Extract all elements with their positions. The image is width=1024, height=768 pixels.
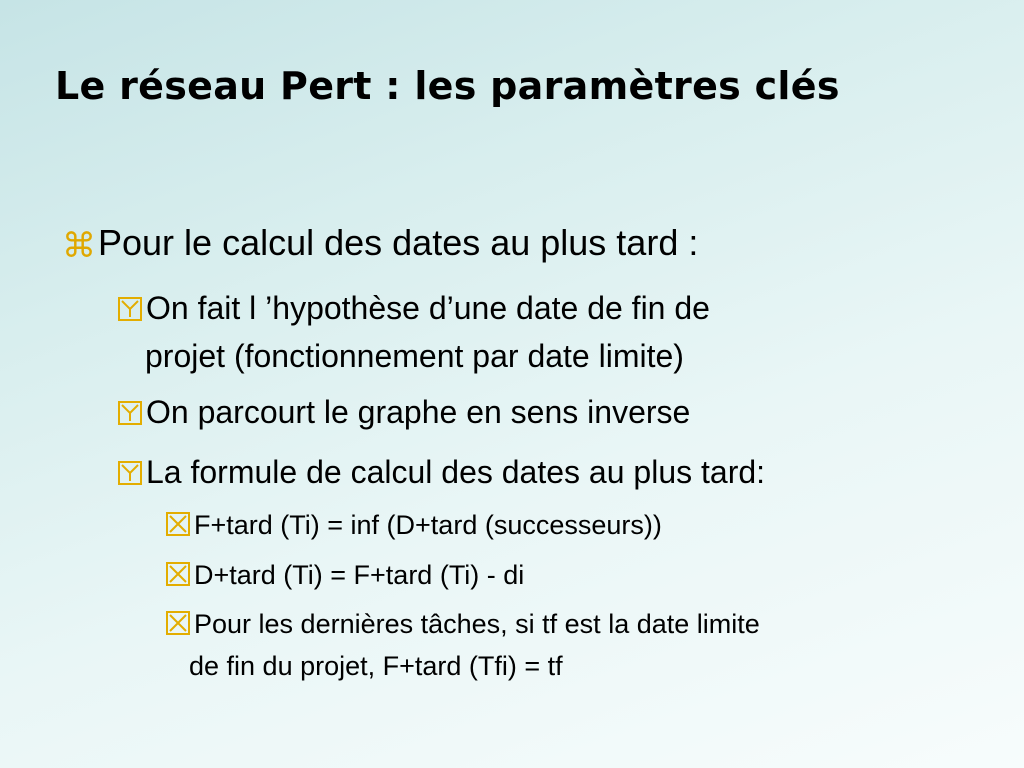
checkbox-x-icon [166, 512, 190, 536]
bullet-item-level2 [118, 454, 765, 491]
bullet-text: On parcourt le graphe en sens inverse [146, 394, 691, 430]
bullet-text-continuation: projet (fonctionnement par date limite) [145, 338, 684, 374]
checkbox-y-icon [118, 461, 142, 485]
bullet-text: D+tard (Ti) = F+tard (Ti) - di [194, 560, 525, 590]
command-icon: ⌘ [62, 226, 96, 266]
slide-title: Le réseau Pert : les paramètres clés [55, 64, 840, 108]
checkbox-y-icon [118, 401, 142, 425]
bullet-text: La formule de calcul des dates au plus tard: [146, 454, 766, 490]
bullet-item-level3 [166, 609, 760, 640]
checkbox-y-icon [118, 297, 142, 321]
bullet-item-level2 [118, 290, 710, 327]
bullet-item-level3 [166, 560, 524, 591]
bullet-item-level2 [118, 394, 690, 431]
checkbox-x-icon [166, 611, 190, 635]
bullet-item-level3 [166, 510, 662, 541]
checkbox-x-icon [166, 562, 190, 586]
bullet-text: Pour les dernières tâches, si tf est la date limite [194, 609, 760, 639]
bullet-item-level1 [62, 222, 698, 266]
bullet-text-continuation: de fin du projet, F+tard (Tfi) = tf [189, 651, 563, 681]
bullet-text: Pour le calcul des dates au plus tard : [98, 222, 699, 263]
bullet-text: On fait l ’hypothèse d’une date de fin de [146, 290, 710, 326]
bullet-text: F+tard (Ti) = inf (D+tard (successeurs)) [194, 510, 662, 540]
